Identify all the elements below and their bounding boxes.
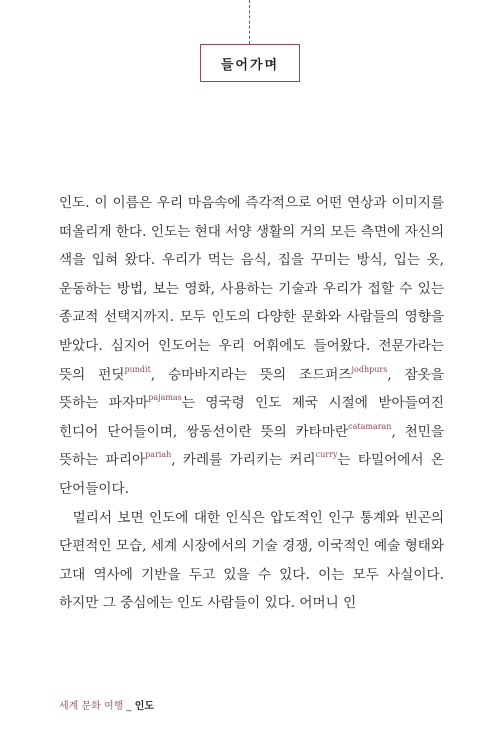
gloss-superscript: pariah xyxy=(145,450,172,460)
footer-separator: _ xyxy=(126,701,132,712)
top-dashed-line xyxy=(249,0,250,44)
text-run: , 승마바지라는 뜻의 조드퍼즈 xyxy=(150,366,352,383)
gloss-superscript: curry xyxy=(315,450,338,460)
series-name: 세계 문화 여행 xyxy=(59,701,124,712)
text-run: 멀리서 보면 인도에 대한 인식은 압도적인 인구 통계와 빈곤의 단편적인 모습, 세계 시장에서의 기술 경쟁, 이국적인 예술 형태와 고대 역사에 기반을 두고 있을 수 있다. 이는 모두 사실이다. 하지만 그 중심에는 인도 사람들이 있다. 어머니 인 xyxy=(59,509,444,612)
gloss-superscript: pajamas xyxy=(148,393,182,403)
page-footer xyxy=(59,697,154,712)
paragraph xyxy=(59,189,444,504)
text-run: 는 영국령 인도 제국 시절에 받아들여진 힌디어 단어들이며, 쌍동선이란 뜻의 카타마란 xyxy=(59,395,444,440)
text-run: , 카레를 가리키는 커리 xyxy=(171,452,316,469)
text-run: 는 타밀어에서 온 단어들이다. xyxy=(59,452,444,497)
text-run: , 천민을 뜻하는 파리아 xyxy=(59,423,444,469)
text-run: , 잠옷을 뜻하는 파자마 xyxy=(59,366,444,412)
chapter-heading-box xyxy=(200,44,300,82)
text-run: 인도. 이 이름은 우리 마음속에 즉각적으로 어떤 연상과 이미지를 떠올리게 한다. 인도는 현대 서양 생활의 거의 모든 측면에 자신의 색을 입혀 왔다. 우리가 먹는 음식, 집을 꾸미는 방식, 입는 옷, 운동하는 방법, 보는 영화, 사용하는 기술과 우리가 접할 수 있는 종교적 선택지까지. 모두 인도의 다양한 문화와 사람들의 영향을 받았다. 심지어 인도어는 우리 어휘에도 들어왔다. 전문가라는 뜻의 펀딧 xyxy=(59,195,444,383)
book-title: 인도 xyxy=(134,701,155,712)
paragraph xyxy=(59,504,444,618)
gloss-superscript: jodhpurs xyxy=(351,364,388,374)
chapter-heading: 들어가며 xyxy=(220,57,280,73)
gloss-superscript: pundit xyxy=(124,364,151,374)
body-text xyxy=(59,189,444,618)
gloss-superscript: catamaran xyxy=(348,421,392,431)
